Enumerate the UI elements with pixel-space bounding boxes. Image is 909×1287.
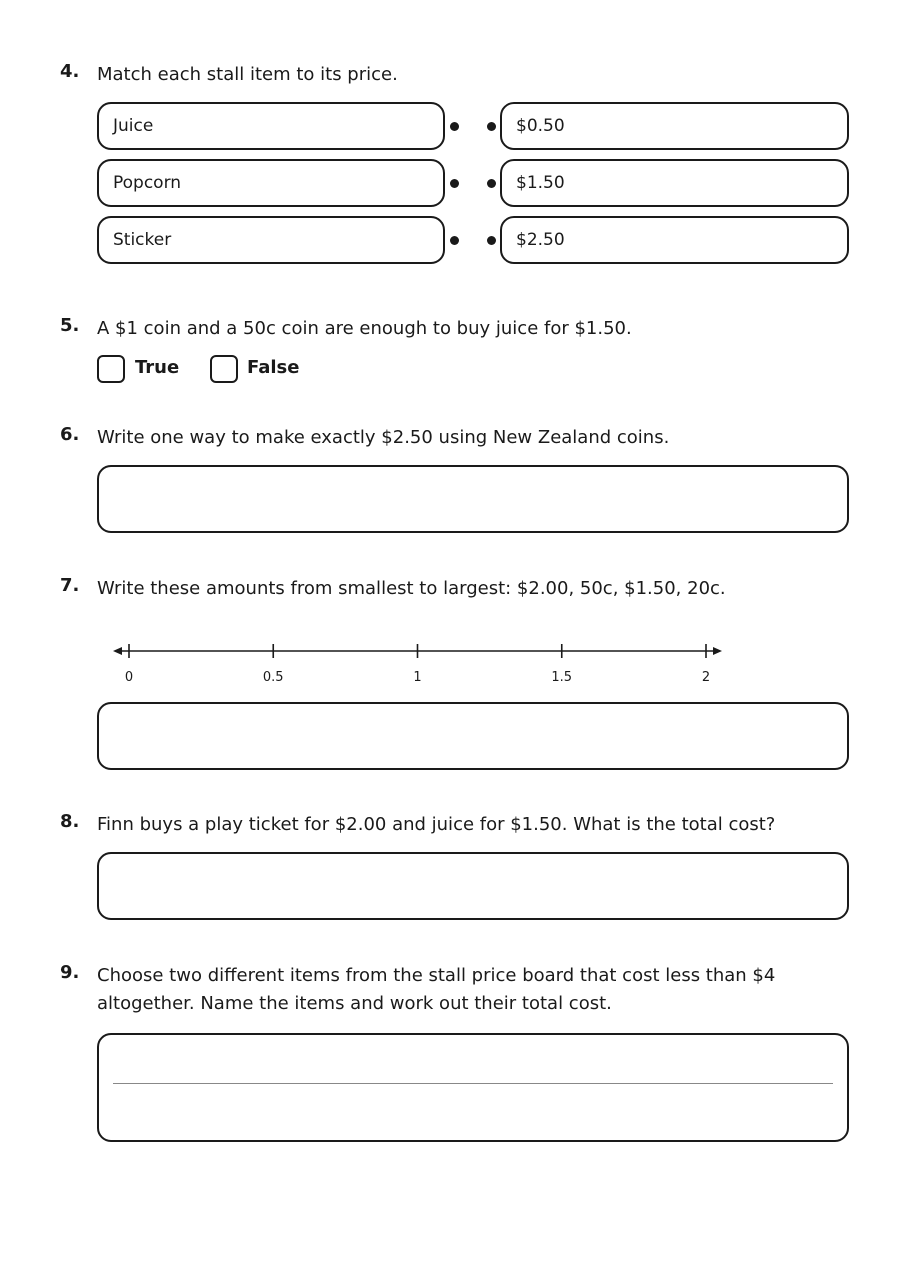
number-line-tick-label: 2 — [701, 670, 711, 685]
question-4 — [60, 61, 849, 271]
answer-line — [113, 1083, 833, 1084]
match-price-2-50[interactable] — [500, 216, 849, 264]
answer-box[interactable] — [97, 1033, 849, 1142]
match-price-label: $0.50 — [516, 116, 565, 136]
arrow-left-icon — [113, 647, 122, 655]
number-line-tick-label: 1.5 — [551, 670, 573, 685]
question-text: Write one way to make exactly $2.50 using New Zealand coins. — [97, 427, 670, 448]
match-price-1-50[interactable] — [500, 159, 849, 207]
match-item-sticker[interactable] — [97, 216, 445, 264]
number-line-tick-label: 0 — [124, 670, 134, 685]
answer-box[interactable] — [97, 465, 849, 533]
match-dot-left[interactable] — [450, 122, 459, 131]
match-price-0-50[interactable] — [500, 102, 849, 150]
match-price-label: $1.50 — [516, 173, 565, 193]
answer-box[interactable] — [97, 852, 849, 920]
question-8 — [60, 811, 849, 921]
question-5 — [60, 315, 849, 385]
question-9 — [60, 962, 849, 1144]
match-item-label: Sticker — [113, 230, 172, 250]
question-6 — [60, 424, 849, 534]
question-7 — [60, 575, 849, 771]
true-label: True — [135, 357, 180, 378]
match-item-label: Popcorn — [113, 173, 182, 193]
match-dot-right[interactable] — [487, 122, 496, 131]
question-text: Write these amounts from smallest to largest: $2.00, 50c, $1.50, 20c. — [97, 578, 726, 599]
false-label: False — [247, 357, 300, 378]
match-dot-left[interactable] — [450, 179, 459, 188]
true-checkbox[interactable] — [97, 355, 125, 383]
question-text: Choose two different items from the stall price board that cost less than $4 altogether. Name the items and work out their total cost. — [97, 965, 776, 1014]
match-dot-right[interactable] — [487, 236, 496, 245]
answer-box[interactable] — [97, 702, 849, 770]
question-number: 4. — [60, 61, 80, 82]
match-item-label: Juice — [113, 116, 154, 136]
number-line-tick-label: 1 — [413, 670, 422, 685]
match-price-label: $2.50 — [516, 230, 565, 250]
question-number: 9. — [60, 962, 80, 983]
question-text: Finn buys a play ticket for $2.00 and juice for $1.50. What is the total cost? — [97, 814, 776, 835]
arrow-right-icon — [713, 647, 722, 655]
question-text: A $1 coin and a 50c coin are enough to buy juice for $1.50. — [97, 318, 632, 339]
question-number: 6. — [60, 424, 80, 445]
number-line — [110, 637, 730, 687]
match-dot-left[interactable] — [450, 236, 459, 245]
number-line-tick-label: 0.5 — [262, 670, 284, 685]
match-dot-right[interactable] — [487, 179, 496, 188]
match-item-juice[interactable] — [97, 102, 445, 150]
question-number: 5. — [60, 315, 80, 336]
question-number: 7. — [60, 575, 80, 596]
false-checkbox[interactable] — [210, 355, 238, 383]
match-item-popcorn[interactable] — [97, 159, 445, 207]
question-text: Match each stall item to its price. — [97, 64, 398, 85]
question-number: 8. — [60, 811, 80, 832]
